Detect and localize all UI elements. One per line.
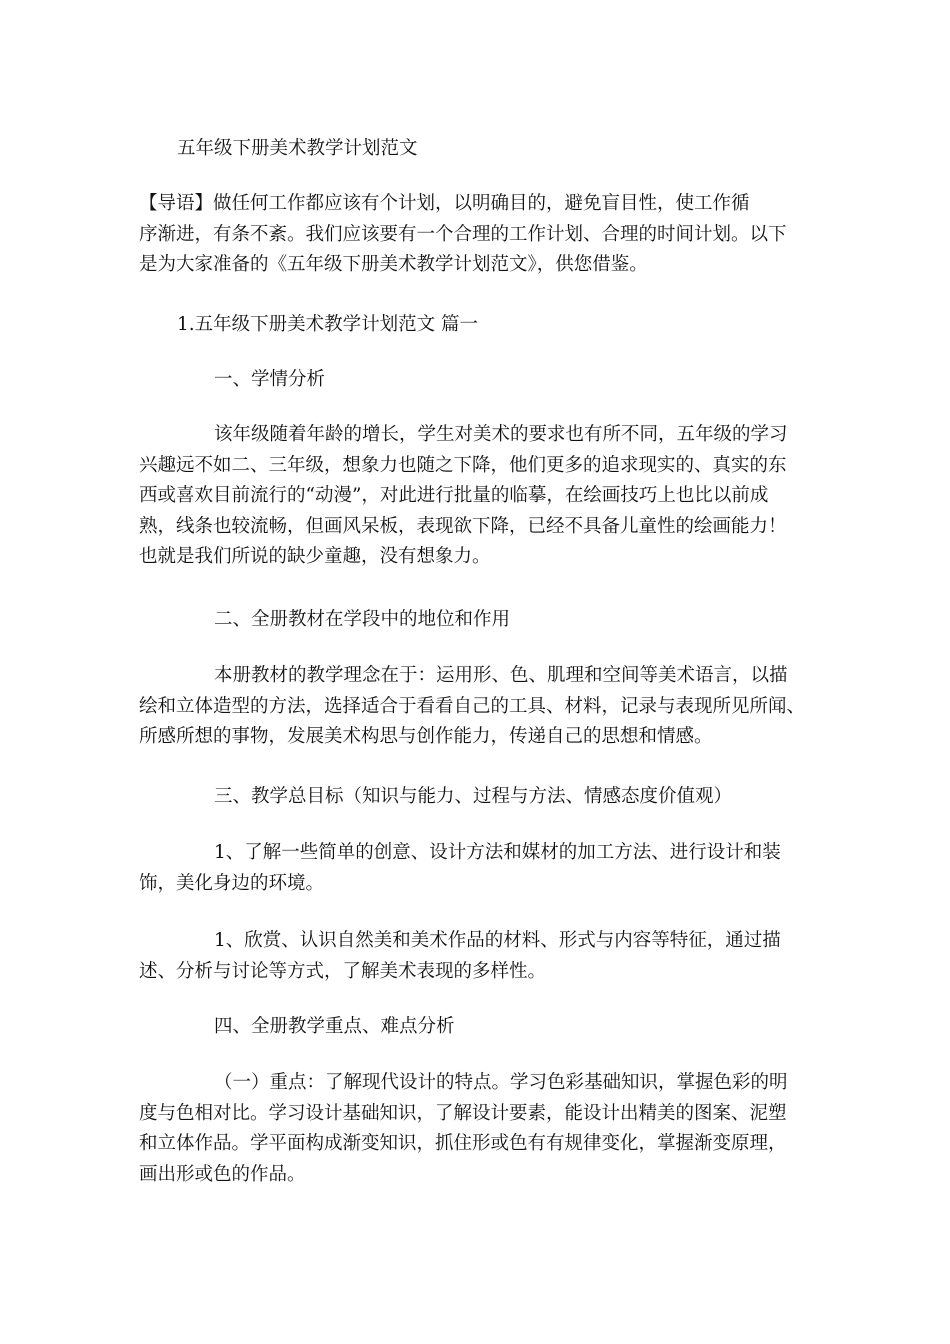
paragraph-line: （一）重点：了解现代设计的特点。学习色彩基础知识，掌握色彩的明 xyxy=(214,1072,788,1093)
textbook-role-paragraph xyxy=(139,661,805,753)
paragraph-line: 熟，线条也较流畅，但画风呆板，表现欲下降，已经不具备儿童性的绘画能力！ xyxy=(139,515,787,537)
paragraph-line: 1、了解一些简单的创意、设计方法和媒材的加工方法、进行设计和装 xyxy=(214,842,781,863)
key-points-paragraph xyxy=(139,1068,788,1190)
paragraph-line: 度与色相对比。学习设计基础知识，了解设计要素，能设计出精美的图案、泥塑 xyxy=(139,1102,787,1124)
intro-line: 【导语】做任何工作都应该有个计划，以明确目的，避免盲目性，使工作循 xyxy=(139,193,750,214)
paragraph-line: 画出形或色的作品。 xyxy=(139,1163,306,1185)
paragraph-line: 也就是我们所说的缺少童趣，没有想象力。 xyxy=(139,546,491,568)
paragraph-line: 该年级随着年龄的增长，学生对美术的要求也有所不同，五年级的学习 xyxy=(214,424,788,445)
section-heading: 1.五年级下册美术教学计划范文 篇一 xyxy=(177,314,479,335)
paragraph-line: 1、欣赏、认识自然美和美术作品的材料、形式与内容等特征，通过描 xyxy=(214,930,781,951)
intro-line: 序渐进，有条不紊。我们应该要有一个合理的工作计划、合理的时间计划。以下 xyxy=(139,223,787,245)
paragraph-line: 西或喜欢目前流行的“动漫”，对此进行批量的临摹，在绘画技巧上也比以前成 xyxy=(139,485,769,507)
document-title: 五年级下册美术教学计划范文 xyxy=(177,138,418,159)
heading-textbook-role: 二、全册教材在学段中的地位和作用 xyxy=(214,609,511,630)
goal-paragraph-2 xyxy=(139,926,781,987)
learning-analysis-paragraph xyxy=(139,420,788,573)
paragraph-line: 兴趣远不如二、三年级，想象力也随之下降，他们更多的追求现实的、真实的东 xyxy=(139,454,787,476)
paragraph-line: 和立体作品。学平面构成渐变知识，抓住形或色有有规律变化，掌握渐变原理， xyxy=(139,1133,787,1155)
paragraph-line: 述、分析与讨论等方式，了解美术表现的多样性。 xyxy=(139,960,547,982)
goal-paragraph-1 xyxy=(139,838,781,899)
heading-key-points: 四、全册教学重点、难点分析 xyxy=(214,1016,455,1037)
paragraph-line: 本册教材的教学理念在于：运用形、色、肌理和空间等美术语言，以描 xyxy=(214,665,788,686)
paragraph-line: 所感所想的事物，发展美术构思与创作能力，传递自己的思想和情感。 xyxy=(139,726,713,748)
paragraph-line: 饰，美化身边的环境。 xyxy=(139,872,325,894)
heading-teaching-goals: 三、教学总目标（知识与能力、过程与方法、情感态度价值观） xyxy=(214,786,733,807)
paragraph-line: 绘和立体造型的方法，选择适合于看看自己的工具、材料，记录与表现所见所闻、 xyxy=(139,695,806,717)
heading-learning-analysis: 一、学情分析 xyxy=(214,369,326,390)
intro-line: 是为大家准备的《五年级下册美术教学计划范文》，供您借鉴。 xyxy=(139,254,648,276)
intro-paragraph xyxy=(139,189,787,281)
